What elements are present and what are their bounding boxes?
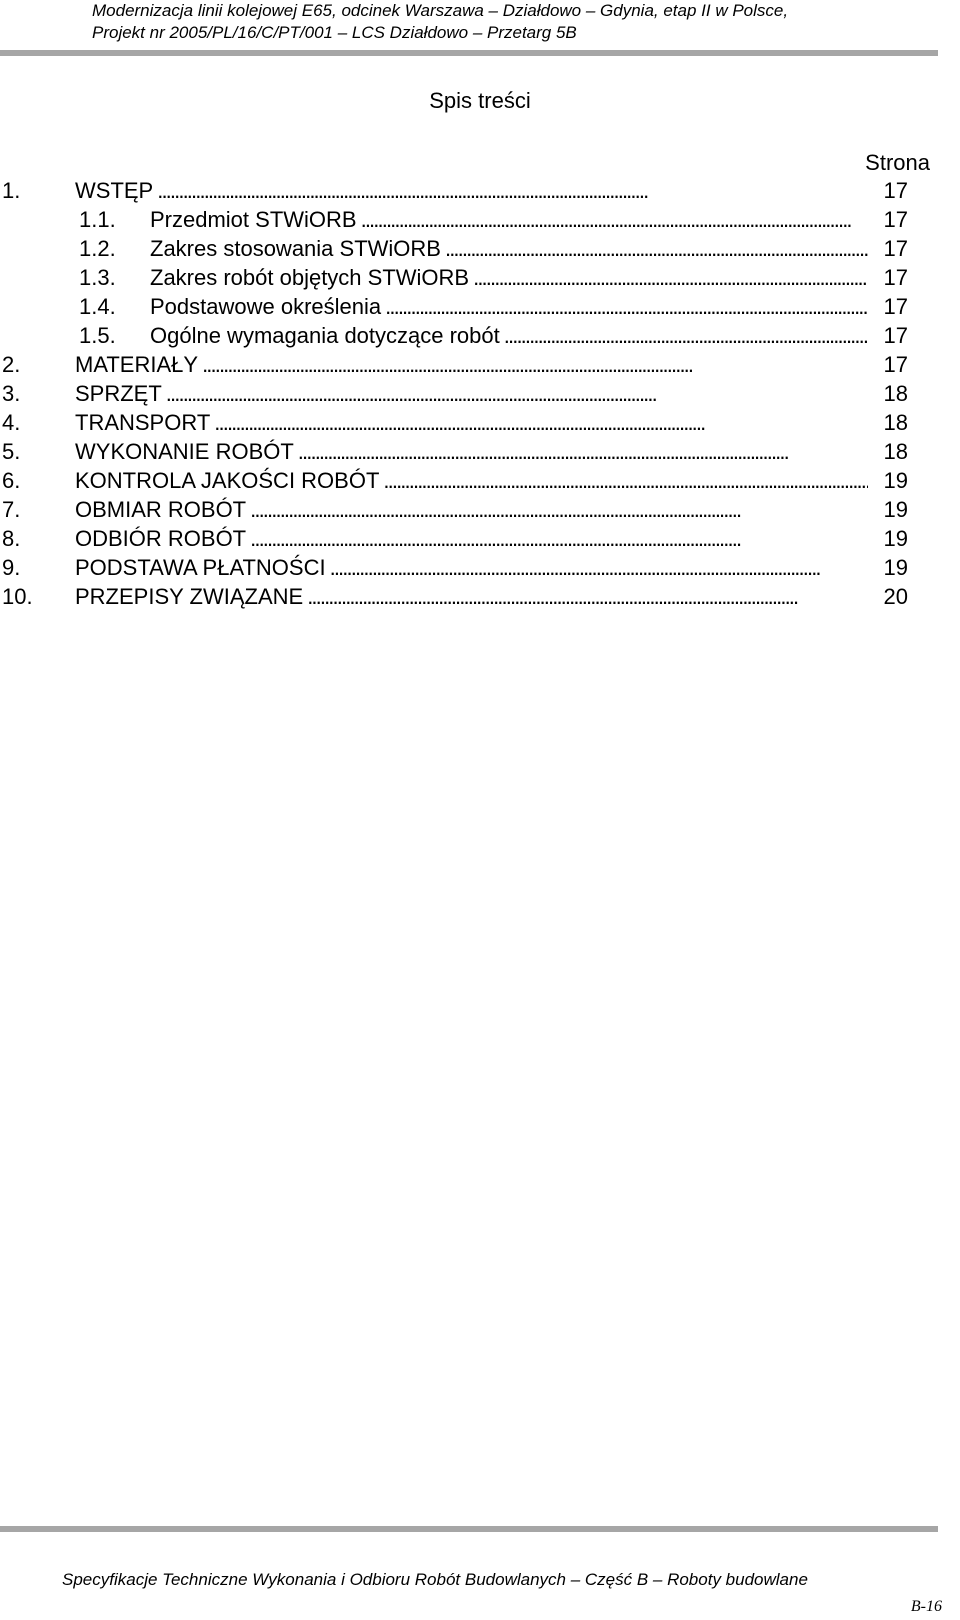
- toc-entry-number: 6.: [2, 468, 21, 493]
- toc-entry-number: 1.5.: [79, 323, 116, 348]
- toc-entry[interactable]: [2, 408, 908, 437]
- page-column-label: Strona: [865, 150, 930, 175]
- footer-text: Specyfikacje Techniczne Wykonania i Odbioru Robót Budowlanych – Część B – Roboty budowlane: [62, 1570, 808, 1589]
- toc-entry-title: Ogólne wymagania dotyczące robót: [150, 323, 500, 348]
- toc-entry[interactable]: [2, 466, 908, 495]
- toc-entry-page: 18: [883, 410, 908, 435]
- toc-entry-title: SPRZĘT: [75, 381, 162, 406]
- toc-entry[interactable]: [2, 263, 908, 292]
- toc-entry-body: [75, 437, 908, 466]
- header-line-2: Projekt nr 2005/PL/16/C/PT/001 – LCS Działdowo – Przetarg 5B: [92, 23, 577, 42]
- toc-entry[interactable]: [2, 437, 908, 466]
- dot-leader: [361, 205, 868, 234]
- toc-entry-title: MATERIAŁY: [75, 352, 199, 377]
- toc-entry-page: 19: [883, 555, 908, 580]
- toc-entry[interactable]: [2, 321, 908, 350]
- toc-entry-number: 1.4.: [79, 294, 116, 319]
- toc-entry-body: [150, 292, 908, 321]
- dot-leader: [473, 263, 868, 292]
- toc-entry-page: 18: [883, 381, 908, 406]
- toc-entry-number: 3.: [2, 381, 21, 406]
- toc-entry-body: [75, 466, 908, 495]
- toc-entry[interactable]: [2, 292, 908, 321]
- toc-entry-body: [75, 379, 908, 408]
- toc-entry-body: [150, 263, 908, 292]
- toc-entry[interactable]: [2, 379, 908, 408]
- footer-rule: [0, 1526, 938, 1532]
- dot-leader: [250, 495, 868, 524]
- dot-leader: [307, 582, 868, 611]
- dot-leader: [330, 553, 868, 582]
- toc-entry[interactable]: [2, 553, 908, 582]
- toc-entry-page: 18: [883, 439, 908, 464]
- toc-entry[interactable]: [2, 205, 908, 234]
- toc-entry-title: ODBIÓR ROBÓT: [75, 526, 247, 551]
- toc-entry-number: 7.: [2, 497, 21, 522]
- toc-entry-number: 1.3.: [79, 265, 116, 290]
- toc-entry-page: 17: [883, 236, 908, 261]
- page-header: [92, 0, 952, 44]
- toc-entry[interactable]: [2, 524, 908, 553]
- toc-entry-body: [75, 524, 908, 553]
- toc-entry-number: 9.: [2, 555, 21, 580]
- toc-entry-title: TRANSPORT: [75, 410, 211, 435]
- toc-entry-number: 8.: [2, 526, 21, 551]
- toc-entry-page: 17: [883, 178, 908, 203]
- toc-entry-title: KONTROLA JAKOŚCI ROBÓT: [75, 468, 380, 493]
- dot-leader: [385, 292, 868, 321]
- dot-leader: [445, 234, 868, 263]
- toc-entry-title: WSTĘP: [75, 178, 154, 203]
- toc-entry-title: OBMIAR ROBÓT: [75, 497, 247, 522]
- dot-leader: [383, 466, 868, 495]
- toc-entry-page: 17: [883, 323, 908, 348]
- toc-entry-body: [75, 408, 908, 437]
- toc-entry-number: 1.1.: [79, 207, 116, 232]
- dot-leader: [214, 408, 868, 437]
- toc-entry-page: 17: [883, 352, 908, 377]
- toc-entry-body: [75, 582, 908, 611]
- toc-entry-page: 19: [883, 497, 908, 522]
- dot-leader: [157, 176, 868, 205]
- header-rule: [0, 50, 938, 56]
- table-of-contents: [2, 176, 908, 611]
- toc-entry-title: Przedmiot STWiORB: [150, 207, 357, 232]
- toc-entry[interactable]: [2, 582, 908, 611]
- toc-entry-page: 17: [883, 265, 908, 290]
- dot-leader: [298, 437, 868, 466]
- toc-entry-number: 10.: [2, 584, 33, 609]
- toc-entry[interactable]: [2, 495, 908, 524]
- toc-entry-body: [150, 205, 908, 234]
- toc-entry-page: 19: [883, 526, 908, 551]
- dot-leader: [504, 321, 868, 350]
- toc-entry-title: Zakres stosowania STWiORB: [150, 236, 441, 261]
- toc-entry-number: 4.: [2, 410, 21, 435]
- toc-entry[interactable]: [2, 176, 908, 205]
- dot-leader: [202, 350, 868, 379]
- dot-leader: [250, 524, 868, 553]
- toc-entry-body: [75, 350, 908, 379]
- dot-leader: [166, 379, 868, 408]
- page-label: B-16: [910, 1598, 942, 1615]
- toc-title: Spis treści: [429, 88, 531, 113]
- toc-entry-body: [150, 321, 908, 350]
- header-line-1: Modernizacja linii kolejowej E65, odcinek Warszawa – Działdowo – Gdynia, etap II w Polsce,: [92, 1, 789, 20]
- toc-entry-body: [75, 553, 908, 582]
- toc-entry-page: 20: [883, 584, 908, 609]
- toc-entry-number: 1.: [2, 178, 21, 203]
- toc-entry-number: 1.2.: [79, 236, 116, 261]
- toc-entry[interactable]: [2, 350, 908, 379]
- toc-entry-body: [75, 495, 908, 524]
- toc-entry-title: PODSTAWA PŁATNOŚCI: [75, 555, 326, 580]
- toc-entry-body: [150, 234, 908, 263]
- toc-entry-page: 17: [883, 207, 908, 232]
- toc-entry-number: 2.: [2, 352, 21, 377]
- toc-entry-title: WYKONANIE ROBÓT: [75, 439, 294, 464]
- toc-entry-title: PRZEPISY ZWIĄZANE: [75, 584, 304, 609]
- toc-entry-page: 17: [883, 294, 908, 319]
- toc-entry-body: [75, 176, 908, 205]
- toc-entry-page: 19: [883, 468, 908, 493]
- toc-entry-title: Podstawowe określenia: [150, 294, 382, 319]
- toc-entry-number: 5.: [2, 439, 21, 464]
- toc-entry[interactable]: [2, 234, 908, 263]
- toc-entry-title: Zakres robót objętych STWiORB: [150, 265, 470, 290]
